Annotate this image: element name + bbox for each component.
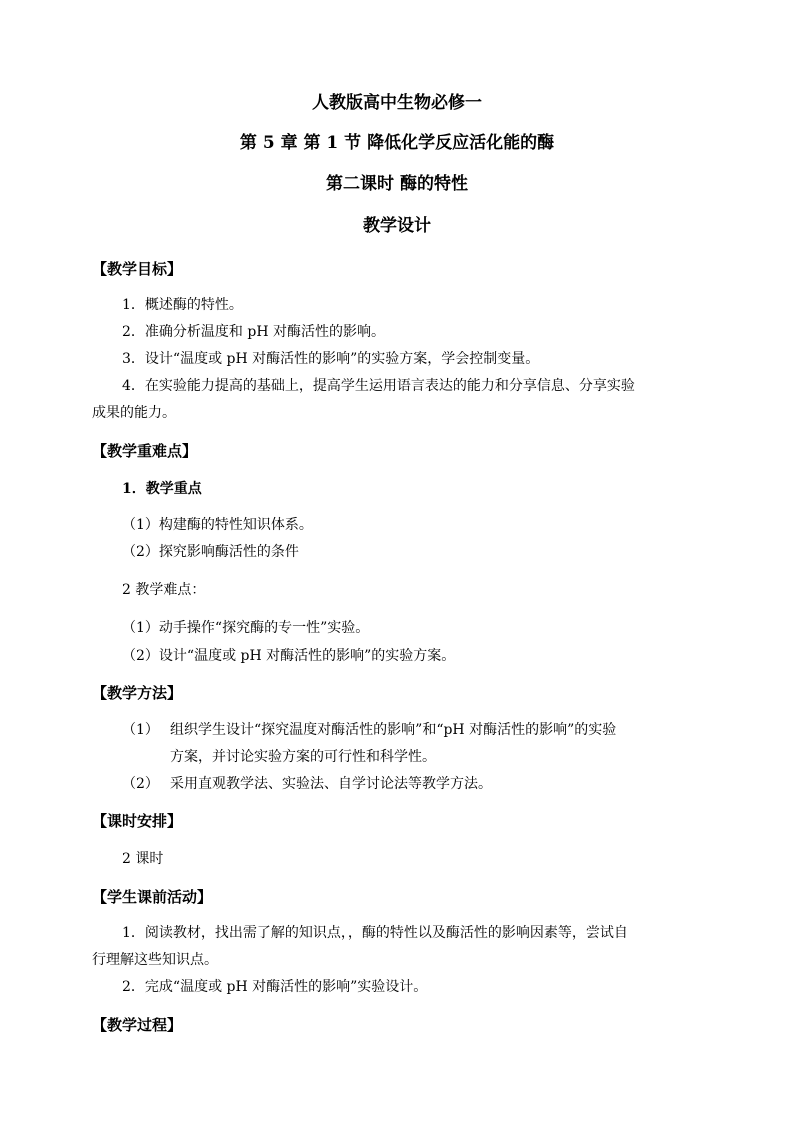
doc-title-textbook: 人教版高中生物必修一	[312, 93, 482, 113]
method-item-number: （1）	[122, 722, 159, 738]
section-heading-objectives: 【教学目标】	[92, 260, 183, 278]
section-heading-methods: 【教学方法】	[92, 684, 183, 702]
difficulty-title: 2 教学难点：	[122, 582, 206, 598]
difficulty-item: （2）设计“温度或 pH 对酶活性的影响”的实验方案。	[122, 648, 456, 664]
method-item-number: （2）	[122, 776, 159, 792]
difficulty-item: （1）动手操作“探究酶的专一性”实验。	[122, 620, 370, 636]
focus-title: 1．教学重点	[122, 481, 202, 497]
section-heading-pre-class: 【学生课前活动】	[92, 888, 213, 906]
pre-class-item-continued: 行理解这些知识点。	[92, 952, 218, 968]
pre-class-item: 2．完成“温度或 pH 对酶活性的影响”实验设计。	[122, 979, 428, 995]
method-item-text: 组织学生设计“探究温度对酶活性的影响”和“pH 对酶活性的影响”的实验	[170, 722, 617, 738]
doc-title-design: 教学设计	[363, 216, 431, 236]
objective-item-continued: 成果的能力。	[92, 405, 176, 421]
section-heading-schedule: 【课时安排】	[92, 812, 183, 830]
pre-class-item: 1．阅读教材，找出需了解的知识点，，酶的特性以及酶活性的影响因素等，尝试自	[122, 925, 628, 941]
method-item-text-continued: 方案，并讨论实验方案的可行性和科学性。	[170, 749, 436, 765]
focus-item: （1）构建酶的特性知识体系。	[122, 517, 313, 533]
objective-item: 3．设计“温度或 pH 对酶活性的影响”的实验方案，学会控制变量。	[122, 351, 540, 367]
objective-item: 4．在实验能力提高的基础上，提高学生运用语言表达的能力和分享信息、分享实验	[122, 378, 635, 394]
objective-item: 1．概述酶的特性。	[122, 297, 243, 313]
section-heading-process: 【教学过程】	[92, 1016, 183, 1034]
doc-title-chapter: 第 5 章 第 1 节 降低化学反应活化能的酶	[239, 133, 555, 153]
schedule-text: 2 课时	[122, 851, 164, 867]
method-item-text: 采用直观教学法、实验法、自学讨论法等教学方法。	[170, 776, 492, 792]
focus-item: （2）探究影响酶活性的条件	[122, 544, 299, 560]
objective-item: 2．准确分析温度和 pH 对酶活性的影响。	[122, 324, 385, 340]
section-heading-key-points: 【教学重难点】	[92, 442, 198, 460]
doc-title-lesson: 第二课时 酶的特性	[326, 174, 468, 194]
